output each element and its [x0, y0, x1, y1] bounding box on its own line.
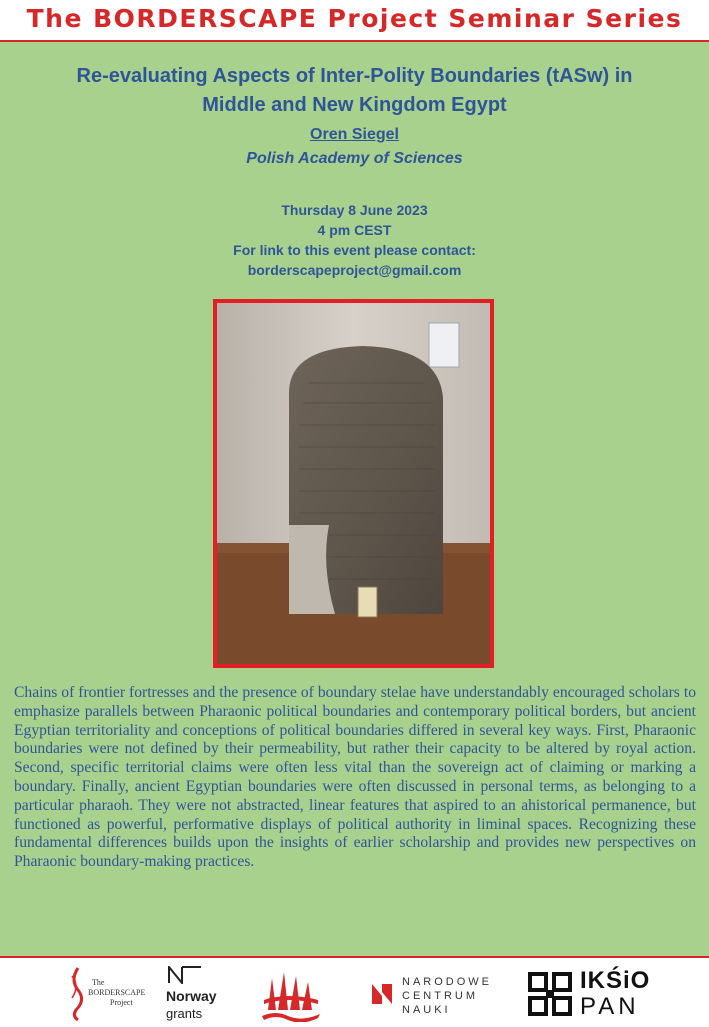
event-date: Thursday 8 June 2023 [281, 202, 428, 218]
contact-label: For link to this event please contact: [233, 242, 476, 258]
content-panel [0, 42, 709, 956]
ncn-n-icon [370, 982, 394, 1006]
norway-flag-icon [168, 966, 202, 984]
event-details [0, 200, 709, 280]
event-title-line-1: Re-evaluating Aspects of Inter-Polity Boundaries (tASw) in [76, 65, 633, 87]
speaker-affiliation: Polish Academy of Sciences [246, 150, 463, 167]
series-title: The BORDERSCAPE Project Seminar Series [26, 4, 683, 33]
borderscape-logo-line-2: BORDERSCAPE [88, 988, 146, 997]
borderscape-logo [66, 966, 146, 1022]
borderscape-logo-line-1: The [92, 978, 105, 987]
ncn-logo-line-1: NARODOWE [402, 976, 492, 988]
iksio-logo-line-2: PAN [580, 993, 640, 1020]
stela-illustration [217, 303, 490, 664]
norway-logo-line-2: grants [166, 1006, 203, 1021]
footer-logos [0, 956, 709, 1026]
iksio-logo-line-1: IKŚiO [580, 967, 651, 994]
iksio-pan-logo [526, 966, 662, 1022]
red-emblem-icon [258, 966, 324, 1022]
norway-logo-line-1: Norway [166, 988, 217, 1004]
abstract-text: Chains of frontier fortresses and the presence of boundary stelae have understandably encouraged scholars to emphasize parallels between Pharaonic political boundaries and contemporary political borders, but ancient Egyptian territoriality and conceptions of political boundaries differed in several key ways. First, Pharaonic boundaries were not defined by their permeability, but rather their capacity to be altered by royal action. Second, specific territorial claims were often less vital than the sovereign act of claiming or marking a boundary. Finally, ancient Egyptian boundaries were often discussed in personal terms, as belonging to a particular pharaoh. They were not abstracted, linear features that aspired to an ahistorical permanence, but functioned as powerful, performative displays of political authority in liminal spaces. Recognizing these fundamental differences builds upon the insights of earlier scholarship and provides new perspectives on Pharaonic boundary-making practices. [14, 684, 696, 871]
contact-email[interactable]: borderscapeproject@gmail.com [247, 262, 462, 278]
speaker-name: Oren Siegel [310, 126, 399, 143]
borderscape-figure-icon [66, 966, 88, 1022]
header-bar [0, 0, 709, 42]
ncn-logo-line-2: CENTRUM [402, 990, 478, 1002]
stela-info-plaque [358, 587, 377, 617]
event-time: 4 pm CEST [317, 222, 392, 238]
photo-label-card [429, 323, 459, 367]
red-emblem-logo [258, 966, 324, 1022]
event-title [20, 62, 689, 120]
ncn-logo-line-3: NAUKI [402, 1004, 451, 1016]
ncn-logo [370, 970, 510, 1016]
event-title-line-2: Middle and New Kingdom Egypt [202, 94, 507, 116]
norway-grants-logo [166, 966, 232, 1024]
borderscape-logo-line-3: Project [110, 998, 133, 1007]
stela-photo [213, 299, 494, 668]
iksio-ornament-icon [526, 970, 574, 1018]
